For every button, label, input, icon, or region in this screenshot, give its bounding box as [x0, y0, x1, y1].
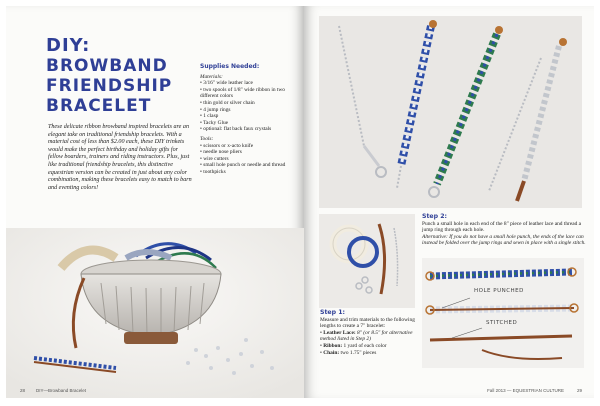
title-line-2: BROWBAND	[46, 56, 168, 76]
title-line-4: BRACELET	[46, 96, 152, 116]
right-page-number: 29	[576, 388, 582, 393]
step-2	[422, 214, 587, 247]
material-item: • thin gold or silver chain	[200, 100, 302, 107]
step-2-illustration	[422, 258, 584, 368]
tool-item: • small hole punch or needle and thread	[200, 162, 302, 169]
step-2-photo	[422, 258, 584, 368]
magazine-spread	[6, 6, 594, 398]
step-1-list	[320, 330, 416, 356]
right-footer-text: Fall 2013 — EQUESTRIAN CULTURE	[487, 388, 564, 393]
left-page-number: 28	[20, 388, 26, 393]
tool-item: • toothpicks	[200, 169, 302, 176]
step-2-text: Punch a small hole in each end of the 8" piece of leather lace and thread a jump ring through each hole.	[422, 220, 582, 234]
step-1-item: • Ribbon: 1 yard of each color	[320, 343, 416, 350]
tools-heading: Tools:	[200, 135, 214, 142]
right-page	[304, 6, 594, 398]
tools-list	[200, 143, 302, 176]
tool-item: • scissors or x-acto knife	[200, 143, 302, 150]
step-1-item: • Chain: two 1.75" pieces	[320, 350, 416, 357]
title-line-1: DIY:	[46, 35, 91, 56]
bowl-photo	[6, 228, 304, 398]
material-item: • 3/16" wide leather lace	[200, 80, 302, 87]
label-hole-punched: HOLE PUNCHED	[474, 288, 524, 294]
step-1	[320, 310, 416, 356]
tool-item: • needle nose pliers	[200, 149, 302, 156]
material-item: • 4 jump rings	[200, 107, 302, 114]
material-item: • 1 clasp	[200, 113, 302, 120]
materials-list	[200, 80, 302, 133]
materials-photo	[319, 214, 415, 308]
material-item: • Tacky Glue	[200, 120, 302, 127]
left-page	[6, 6, 304, 398]
supplies-list	[200, 64, 302, 176]
materials-heading: Materials:	[200, 73, 223, 80]
material-item: • optional: flat back faux crystals	[200, 126, 302, 133]
supplies-heading: Supplies Needed:	[200, 63, 260, 70]
step-2-heading: Step 2:	[422, 213, 447, 220]
article-title	[46, 36, 206, 116]
step-1-item: • Leather Lace: 8" (or 8.5" for alternative method listed in Step 2)	[320, 330, 416, 343]
material-item: • two spools of 1/8" wide ribbon in two different colors	[200, 87, 302, 100]
tool-item: • wire cutters	[200, 156, 302, 163]
step-2-alternative: Alternative: If you do not have a small hole punch, the ends of the lace can instead be folded over the jump rings and sewn in place with a single stitch.	[422, 233, 586, 247]
title-line-3: FRIENDSHIP	[46, 76, 173, 96]
step-1-heading: Step 1:	[320, 309, 345, 316]
label-stitched: STITCHED	[486, 320, 518, 326]
intro-paragraph: These delicate ribbon browband inspired bracelets are an elegant take on traditional friendship bracelets. With a material cost of less than $2.00 each, these DIY trinkets would make the perfect birthday and holiday gifts for fellow boarders, trainers and riding instructors. Plus, just like traditional friendship bracelets, this distinctive equestrian version can be created in just about any color combination, making these bracelets easy to match to barn and eventing colors!	[48, 124, 192, 191]
step-1-text: Measure and trim materials to the following lengths to create a 7" bracelet:	[320, 316, 415, 330]
left-footer-text: DIY—Browband Bracelet	[36, 388, 87, 393]
finished-bracelets-photo	[319, 16, 582, 208]
